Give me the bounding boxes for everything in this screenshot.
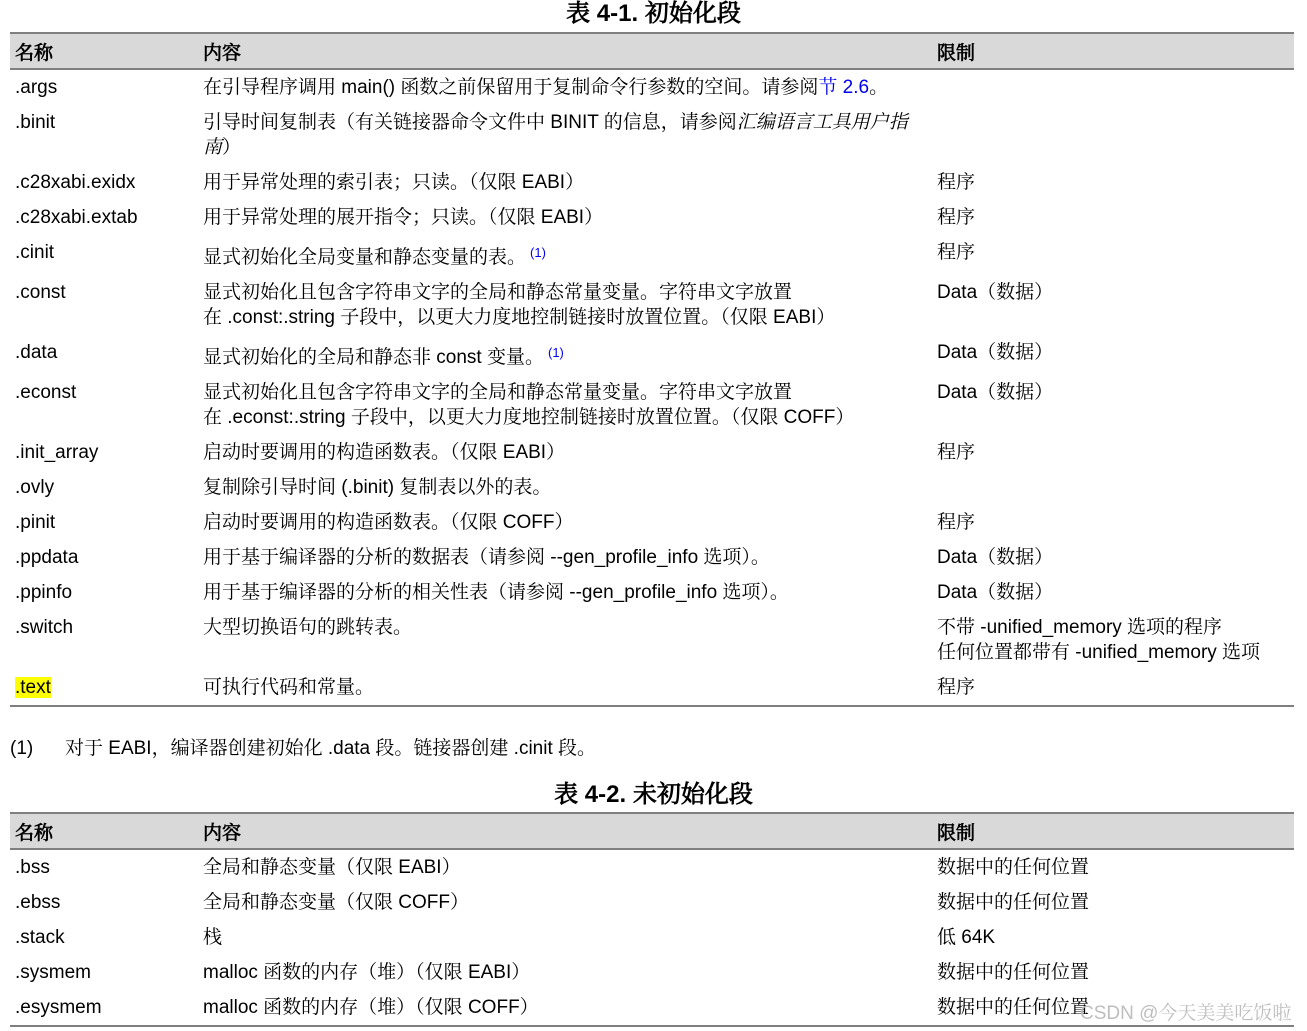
header-content: 内容 — [198, 813, 932, 849]
content-cell — [198, 505, 932, 540]
footnote-text: 对于 EABI，编译器创建初始化 .data 段。链接器创建 .cinit 段。 — [65, 738, 597, 759]
section-name-cell — [10, 610, 198, 670]
limit-cell — [932, 505, 1294, 540]
content-cell — [198, 990, 932, 1026]
section-name: .ebss — [15, 892, 61, 913]
limit-cell — [932, 335, 1294, 375]
section-link[interactable]: 节 2.6 — [818, 77, 870, 98]
content-text: 用于基于编译器的分析的数据表（请参阅 --gen_profile_info 选项）。 — [203, 547, 770, 568]
content-cell — [198, 540, 932, 575]
section-name: .ppinfo — [15, 582, 73, 603]
content-text: 用于异常处理的展开指令；只读。（仅限 EABI） — [203, 207, 604, 228]
section-name: .data — [15, 342, 58, 363]
limit-cell — [932, 920, 1294, 955]
table-row — [10, 435, 1294, 470]
limit-cell — [932, 200, 1294, 235]
section-name-cell — [10, 470, 198, 505]
content-text: 启动时要调用的构造函数表。（仅限 EABI） — [203, 442, 566, 463]
content-cell — [198, 885, 932, 920]
table-row — [10, 375, 1294, 435]
limit-cell — [932, 540, 1294, 575]
limit-text: Data（数据） — [937, 342, 1054, 363]
section-name-cell — [10, 670, 198, 706]
content-text: 在引导程序调用 main() 函数之前保留用于复制命令行参数的空间。请参阅 — [203, 77, 819, 98]
limit-text: 数据中的任何位置 — [937, 857, 1090, 878]
header-limit: 限制 — [932, 813, 1294, 849]
table-row — [10, 610, 1294, 670]
section-name-cell — [10, 275, 198, 335]
table-row — [10, 69, 1294, 105]
table-row — [10, 575, 1294, 610]
limit-text: 程序 — [937, 207, 976, 228]
limit-text: 程序 — [937, 677, 976, 698]
content-text: 全局和静态变量（仅限 COFF） — [203, 892, 469, 913]
content-cell — [198, 920, 932, 955]
table-row — [10, 849, 1294, 885]
table-row — [10, 470, 1294, 505]
content-cell — [198, 955, 932, 990]
table2-title: 表 4-2. 未初始化段 — [554, 781, 753, 808]
table-row — [10, 505, 1294, 540]
limit-cell — [932, 955, 1294, 990]
content-cell — [198, 375, 932, 435]
limit-text: Data（数据） — [937, 547, 1054, 568]
content-cell — [198, 200, 932, 235]
section-name: .esysmem — [15, 997, 102, 1018]
limit-text: 数据中的任何位置 — [937, 997, 1090, 1018]
table-row — [10, 885, 1294, 920]
section-name-cell — [10, 990, 198, 1026]
footnote-ref-link[interactable]: (1) — [530, 245, 546, 260]
table-row — [10, 540, 1294, 575]
table-row — [10, 275, 1294, 335]
content-text: malloc 函数的内存（堆）（仅限 EABI） — [203, 962, 531, 983]
content-text: 用于异常处理的索引表；只读。（仅限 EABI） — [203, 172, 585, 193]
content-text: 显式初始化且包含字符串文字的全局和静态常量变量。字符串文字放置 — [203, 282, 793, 303]
table-row — [10, 335, 1294, 375]
section-name-cell — [10, 69, 198, 105]
limit-cell — [932, 885, 1294, 920]
section-name: .init_array — [15, 442, 99, 463]
limit-cell — [932, 375, 1294, 435]
section-name: .c28xabi.extab — [15, 207, 138, 228]
section-name-cell — [10, 435, 198, 470]
section-name: .switch — [15, 617, 74, 638]
section-name-cell — [10, 200, 198, 235]
content-text: 显式初始化且包含字符串文字的全局和静态常量变量。字符串文字放置 — [203, 382, 793, 403]
section-name-cell — [10, 920, 198, 955]
section-name: .c28xabi.exidx — [15, 172, 136, 193]
footnote-ref-link[interactable]: (1) — [547, 345, 564, 360]
content-cell — [198, 610, 932, 670]
section-name-cell — [10, 375, 198, 435]
content-text: 复制除引导时间 (.binit) 复制表以外的表。 — [203, 477, 552, 498]
table-row — [10, 955, 1294, 990]
watermark: CSDN @今天美美吃饭啦 — [1080, 1003, 1292, 1024]
section-name-cell — [10, 165, 198, 200]
limit-text: Data（数据） — [937, 582, 1054, 603]
limit-cell — [932, 69, 1294, 105]
table1-title: 表 4-1. 初始化段 — [566, 0, 741, 27]
section-name: .econst — [15, 382, 77, 403]
table-row — [10, 235, 1294, 275]
limit-cell — [932, 165, 1294, 200]
initialized-sections-table — [10, 32, 1294, 707]
table-row — [10, 165, 1294, 200]
content-text: 显式初始化的全局和静态非 const 变量。 — [203, 347, 544, 368]
content-cell — [198, 335, 932, 375]
table-row — [10, 200, 1294, 235]
content-cell — [198, 105, 932, 165]
limit-cell — [932, 275, 1294, 335]
section-name-cell — [10, 505, 198, 540]
content-text: 显式初始化全局变量和静态变量的表。 — [203, 247, 527, 268]
content-text: 在 .const:.string 子段中，以更大力度地控制链接时放置位置。（仅限 EABI） — [203, 307, 836, 328]
content-text: 。 — [869, 77, 889, 98]
section-name: .sysmem — [15, 962, 91, 983]
table-row — [10, 105, 1294, 165]
section-name: .args — [15, 77, 58, 98]
limit-text: 程序 — [937, 172, 976, 193]
content-text: 引导时间复制表（有关链接器命令文件中 BINIT 的信息，请参阅 — [203, 112, 737, 133]
section-name-cell — [10, 575, 198, 610]
uninitialized-sections-table — [10, 812, 1294, 1027]
content-cell — [198, 235, 932, 275]
content-cell — [198, 275, 932, 335]
section-name-cell — [10, 335, 198, 375]
content-text: 启动时要调用的构造函数表。（仅限 COFF） — [203, 512, 574, 533]
limit-text: 程序 — [937, 512, 976, 533]
table-row — [10, 920, 1294, 955]
section-name: .cinit — [15, 242, 55, 263]
content-text: 汇编语言工具用户指南 — [203, 112, 908, 158]
limit-text: Data（数据） — [937, 282, 1054, 303]
header-content: 内容 — [198, 33, 932, 69]
content-text: malloc 函数的内存（堆）（仅限 COFF） — [203, 997, 539, 1018]
section-name-cell — [10, 955, 198, 990]
table-row — [10, 670, 1294, 706]
limit-text: 不带 -unified_memory 选项的程序 任何位置都带有 -unified_memory 选项 — [937, 617, 1261, 663]
section-name: .text — [15, 677, 51, 698]
footnote-marker: (1) — [10, 738, 34, 759]
section-name: .ppdata — [15, 547, 79, 568]
content-text: 在 .econst:.string 子段中，以更大力度地控制链接时放置位置。（仅限 COFF） — [203, 407, 855, 428]
content-text: 大型切换语句的跳转表。 — [203, 617, 413, 638]
content-cell — [198, 470, 932, 505]
header-limit: 限制 — [932, 33, 1294, 69]
section-name-cell — [10, 885, 198, 920]
content-cell — [198, 575, 932, 610]
content-cell — [198, 849, 932, 885]
content-cell — [198, 69, 932, 105]
section-name-cell — [10, 105, 198, 165]
limit-cell — [932, 435, 1294, 470]
header-name: 名称 — [10, 813, 198, 849]
content-cell — [198, 670, 932, 706]
content-text: 全局和静态变量（仅限 EABI） — [203, 857, 461, 878]
section-name-cell — [10, 235, 198, 275]
content-text: 用于基于编译器的分析的相关性表（请参阅 --gen_profile_info 选项）。 — [203, 582, 789, 603]
limit-text: Data（数据） — [937, 382, 1054, 403]
content-cell — [198, 165, 932, 200]
limit-cell — [932, 575, 1294, 610]
section-name: .pinit — [15, 512, 56, 533]
content-text: 可执行代码和常量。 — [203, 677, 375, 698]
limit-text: 程序 — [937, 442, 976, 463]
content-text: ） — [222, 137, 242, 158]
header-name: 名称 — [10, 33, 198, 69]
footnote — [10, 736, 596, 761]
limit-cell — [932, 670, 1294, 706]
limit-cell — [932, 849, 1294, 885]
section-name-cell — [10, 849, 198, 885]
limit-cell — [932, 610, 1294, 670]
limit-text: 低 64K — [937, 927, 996, 948]
limit-cell — [932, 470, 1294, 505]
content-text: 栈 — [203, 927, 223, 948]
section-name-cell — [10, 540, 198, 575]
content-cell — [198, 435, 932, 470]
limit-text: 数据中的任何位置 — [937, 962, 1090, 983]
limit-text: 数据中的任何位置 — [937, 892, 1090, 913]
limit-cell — [932, 105, 1294, 165]
section-name: .ovly — [15, 477, 55, 498]
section-name: .const — [15, 282, 66, 303]
section-name: .binit — [15, 112, 56, 133]
section-name: .stack — [15, 927, 65, 948]
limit-text: 程序 — [937, 242, 976, 263]
section-name: .bss — [15, 857, 50, 878]
limit-cell — [932, 235, 1294, 275]
